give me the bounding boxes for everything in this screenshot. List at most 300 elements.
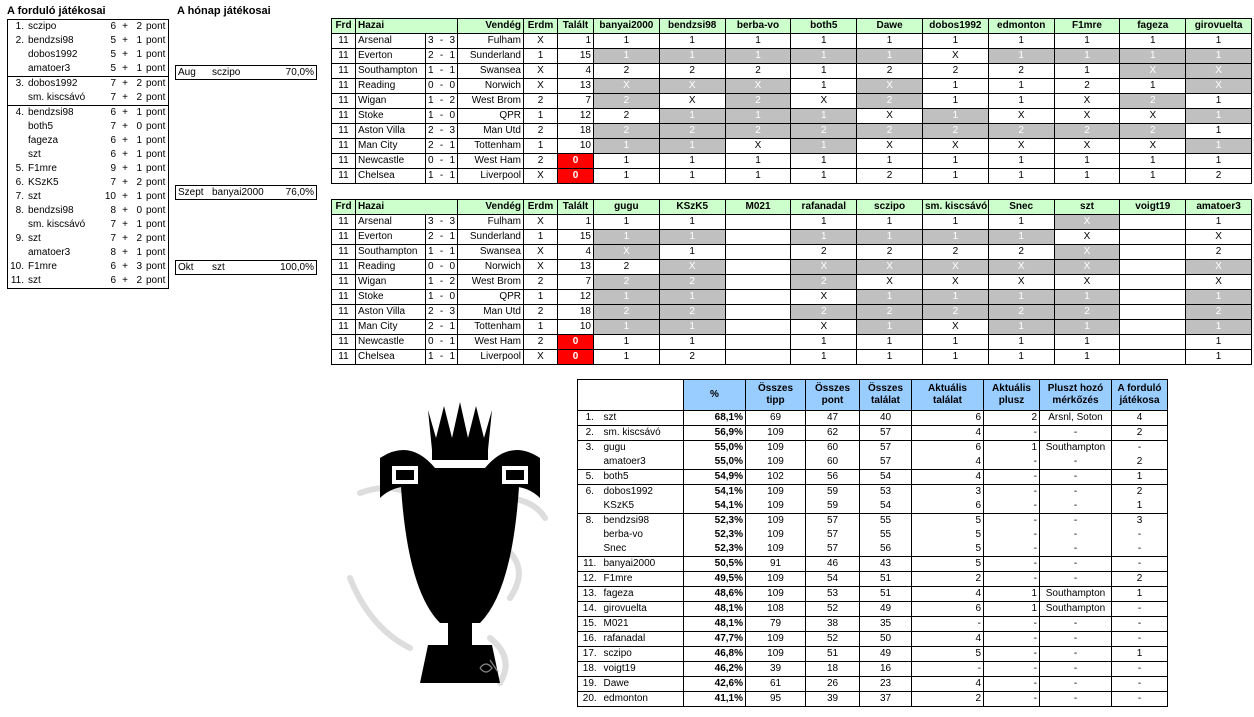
match-result: 1: [524, 230, 558, 245]
round-wins: 3: [1112, 514, 1168, 529]
points-unit: pont: [146, 233, 166, 244]
round-points: 6: [110, 135, 116, 146]
match-round: 11: [332, 335, 356, 350]
match-result: 1: [524, 49, 558, 64]
player-tip: [1120, 290, 1186, 305]
round-wins: 2: [1112, 572, 1168, 587]
month-player-pct: 100,0%: [280, 262, 314, 273]
total-points: 59: [806, 485, 860, 500]
match-round: 11: [332, 260, 356, 275]
standings-row: [578, 602, 1168, 617]
standing-name: both5: [602, 470, 684, 485]
match-row: [332, 124, 1252, 139]
home-team: Reading: [356, 260, 426, 275]
player-tip: 1: [1186, 109, 1252, 124]
score-dash: -: [438, 305, 446, 320]
player-tip: 2: [1120, 94, 1186, 109]
player-tip: [725, 260, 791, 275]
player-tip: X: [594, 79, 660, 94]
match-row: [332, 79, 1252, 94]
match-round: 11: [332, 34, 356, 49]
standing-rank: 15.: [578, 617, 602, 632]
round-wins: -: [1112, 677, 1168, 692]
plus-sign: +: [122, 121, 128, 132]
total-points: 60: [806, 455, 860, 470]
round-points: 6: [110, 275, 116, 286]
plus-sign: +: [122, 35, 128, 46]
standings-row: [578, 617, 1168, 632]
player-tip: 1: [922, 335, 988, 350]
total-points: 38: [806, 617, 860, 632]
current-bonus: -: [984, 572, 1040, 587]
standing-rank: 5.: [578, 470, 602, 485]
score-dash: -: [438, 124, 446, 139]
standing-name: voigt19: [602, 662, 684, 677]
player-tip: 2: [725, 64, 791, 79]
plus-sign: +: [122, 107, 128, 118]
match-round: 11: [332, 169, 356, 184]
home-score: 0: [426, 335, 438, 350]
grid-header-row: [332, 19, 1252, 34]
plus-sign: +: [122, 149, 128, 160]
standing-pct: 54,1%: [684, 499, 746, 514]
current-bonus: -: [984, 485, 1040, 500]
away-score: 1: [446, 335, 458, 350]
standings-header-row: [578, 380, 1168, 411]
away-team: West Ham: [458, 335, 524, 350]
standing-pct: 68,1%: [684, 411, 746, 426]
player-tip: 1: [1054, 34, 1120, 49]
total-hits: 51: [860, 572, 912, 587]
round-wins: -: [1112, 662, 1168, 677]
home-team: Southampton: [356, 64, 426, 79]
away-score: 1: [446, 64, 458, 79]
player-tip: X: [1186, 230, 1252, 245]
home-score: 0: [426, 260, 438, 275]
away-score: 0: [446, 260, 458, 275]
bonus-matches: -: [1040, 455, 1112, 470]
player-tip: X: [1054, 260, 1120, 275]
standings-row: [578, 572, 1168, 587]
player-tip: X: [988, 109, 1054, 124]
match-round: 11: [332, 245, 356, 260]
current-bonus: -: [984, 662, 1040, 677]
total-points: 39: [806, 692, 860, 707]
player-tip: 1: [594, 290, 660, 305]
current-hits: 6: [912, 602, 984, 617]
total-hits: 57: [860, 426, 912, 441]
col-away: Vendég: [458, 200, 524, 215]
home-team: Everton: [356, 49, 426, 64]
standings-row: [578, 499, 1168, 514]
player-tip: 1: [857, 290, 923, 305]
player-tip: X: [922, 320, 988, 335]
bonus-matches: -: [1040, 677, 1112, 692]
current-hits: -: [912, 617, 984, 632]
standing-rank: 14.: [578, 602, 602, 617]
standing-rank: 18.: [578, 662, 602, 677]
current-bonus: -: [984, 557, 1040, 572]
round-wins: -: [1112, 542, 1168, 557]
player-tip: X: [659, 94, 725, 109]
player-tip: 1: [659, 139, 725, 154]
current-bonus: -: [984, 632, 1040, 647]
home-score: 2: [426, 305, 438, 320]
current-bonus: -: [984, 647, 1040, 662]
standing-rank: 11.: [578, 557, 602, 572]
points-unit: pont: [146, 275, 166, 286]
round-points: 7: [110, 219, 116, 230]
player-tip: 1: [791, 335, 857, 350]
total-tips: 109: [746, 632, 806, 647]
match-round: 11: [332, 350, 356, 365]
standing-rank: [578, 499, 602, 514]
player-tip: 2: [1054, 124, 1120, 139]
away-score: 0: [446, 79, 458, 94]
player-column-header: Dawe: [857, 19, 923, 34]
away-team: QPR: [458, 109, 524, 124]
total-tips: 91: [746, 557, 806, 572]
round-points: 5: [110, 63, 116, 74]
player-tip: 1: [1186, 94, 1252, 109]
player-tip: 1: [988, 49, 1054, 64]
round-player-row: [8, 48, 169, 62]
total-hits: 55: [860, 528, 912, 542]
match-hit-count: 1: [558, 34, 594, 49]
col-hits: Talált: [558, 19, 594, 34]
round-bonus: 1: [136, 247, 142, 258]
player-tip: X: [1120, 139, 1186, 154]
round-player-name: bendzsi98: [28, 35, 74, 46]
match-row: [332, 305, 1252, 320]
player-column-header: fageza: [1120, 19, 1186, 34]
round-rank: [8, 246, 27, 260]
round-bonus: 1: [136, 163, 142, 174]
away-team: Sunderland: [458, 230, 524, 245]
standings-col-header: Aktuális találat: [912, 380, 984, 411]
match-hit-count: 0: [558, 154, 594, 169]
home-team: Newcastle: [356, 154, 426, 169]
current-bonus: 1: [984, 602, 1040, 617]
player-tip: X: [594, 245, 660, 260]
round-player-row: [8, 20, 169, 35]
player-tip: X: [857, 260, 923, 275]
player-column-header: dobos1992: [922, 19, 988, 34]
player-tip: 1: [1054, 49, 1120, 64]
home-team: Aston Villa: [356, 124, 426, 139]
round-player-name: fageza: [28, 135, 59, 146]
player-tip: 1: [791, 350, 857, 365]
round-wins: 1: [1112, 647, 1168, 662]
player-tip: 2: [857, 94, 923, 109]
plus-sign: +: [122, 135, 128, 146]
player-tip: 1: [659, 290, 725, 305]
total-points: 57: [806, 528, 860, 542]
standing-pct: 48,1%: [684, 617, 746, 632]
standing-name: M021: [602, 617, 684, 632]
score-dash: -: [438, 230, 446, 245]
player-tip: X: [659, 79, 725, 94]
away-team: Swansea: [458, 245, 524, 260]
player-column-header: amatoer3: [1186, 200, 1252, 215]
standings-row: [578, 587, 1168, 602]
player-tip: 1: [1120, 49, 1186, 64]
standing-rank: 16.: [578, 632, 602, 647]
away-score: 1: [446, 49, 458, 64]
player-tip: 1: [594, 335, 660, 350]
player-tip: 1: [922, 350, 988, 365]
away-team: Fulham: [458, 34, 524, 49]
player-tip: 2: [659, 64, 725, 79]
standings-row: [578, 470, 1168, 485]
player-tip: 2: [659, 275, 725, 290]
standing-rank: 13.: [578, 587, 602, 602]
match-hit-count: 15: [558, 49, 594, 64]
total-tips: 39: [746, 662, 806, 677]
match-result: 2: [524, 154, 558, 169]
bonus-matches: Arsnl, Soton: [1040, 411, 1112, 426]
player-tip: 2: [594, 275, 660, 290]
col-result: Erdm: [524, 19, 558, 34]
bonus-matches: Southampton: [1040, 441, 1112, 456]
standing-pct: 50,5%: [684, 557, 746, 572]
standing-pct: 52,3%: [684, 542, 746, 557]
month-player-name: banyai2000: [212, 187, 264, 198]
away-team: West Ham: [458, 154, 524, 169]
player-tip: 1: [791, 215, 857, 230]
player-tip: 1: [922, 94, 988, 109]
current-bonus: 1: [984, 441, 1040, 456]
total-points: 46: [806, 557, 860, 572]
standing-pct: 48,6%: [684, 587, 746, 602]
current-hits: 4: [912, 455, 984, 470]
player-tip: 1: [857, 230, 923, 245]
month-player-box: [175, 65, 317, 80]
player-tip: [725, 320, 791, 335]
player-tip: 1: [725, 49, 791, 64]
total-hits: 54: [860, 470, 912, 485]
player-tip: X: [922, 260, 988, 275]
away-team: Norwich: [458, 260, 524, 275]
player-tip: 2: [1186, 169, 1252, 184]
round-player-name: F1mre: [28, 163, 57, 174]
player-tip: [1120, 230, 1186, 245]
player-tip: 2: [988, 245, 1054, 260]
player-tip: 1: [659, 245, 725, 260]
player-tip: 1: [1186, 154, 1252, 169]
month-player-box: [175, 260, 317, 275]
player-tip: 1: [659, 230, 725, 245]
score-dash: -: [438, 335, 446, 350]
player-tip: X: [791, 260, 857, 275]
player-tip: 1: [988, 79, 1054, 94]
standing-name: girovuelta: [602, 602, 684, 617]
round-wins: 1: [1112, 470, 1168, 485]
player-tip: 1: [922, 109, 988, 124]
player-tip: 2: [922, 245, 988, 260]
player-tip: 1: [791, 169, 857, 184]
total-tips: 109: [746, 499, 806, 514]
round-player-row: [8, 274, 169, 289]
player-tip: 1: [857, 49, 923, 64]
blank-header: [602, 380, 684, 411]
standing-name: edmonton: [602, 692, 684, 707]
player-tip: X: [857, 275, 923, 290]
current-hits: 4: [912, 426, 984, 441]
round-rank: 11.: [10, 275, 24, 286]
match-row: [332, 109, 1252, 124]
player-tip: X: [1054, 109, 1120, 124]
round-rank: [8, 91, 27, 106]
player-tip: 2: [791, 275, 857, 290]
month-label: Aug: [178, 67, 196, 78]
round-rank: 6.: [15, 177, 24, 188]
total-points: 57: [806, 514, 860, 529]
player-tip: 2: [988, 124, 1054, 139]
player-tip: X: [857, 139, 923, 154]
standing-name: banyai2000: [602, 557, 684, 572]
home-team: Man City: [356, 320, 426, 335]
player-tip: [1120, 305, 1186, 320]
match-hit-count: 0: [558, 335, 594, 350]
total-tips: 109: [746, 528, 806, 542]
total-tips: 102: [746, 470, 806, 485]
match-hit-count: 7: [558, 94, 594, 109]
player-tip: 1: [1054, 320, 1120, 335]
player-tip: 1: [857, 350, 923, 365]
away-team: Liverpool: [458, 350, 524, 365]
match-round: 11: [332, 109, 356, 124]
standings-col-header: %: [684, 380, 746, 411]
points-unit: pont: [146, 149, 166, 160]
standings-col-header: Összes találat: [860, 380, 912, 411]
plus-sign: +: [122, 163, 128, 174]
current-hits: 5: [912, 528, 984, 542]
trophy-icon: [340, 398, 560, 698]
player-tip: 1: [594, 49, 660, 64]
standing-pct: 48,1%: [684, 602, 746, 617]
current-hits: -: [912, 662, 984, 677]
player-tip: 1: [988, 230, 1054, 245]
player-tip: 1: [1120, 79, 1186, 94]
away-team: Tottenham: [458, 139, 524, 154]
match-row: [332, 169, 1252, 184]
round-bonus: 2: [136, 275, 142, 286]
match-round: 11: [332, 79, 356, 94]
total-tips: 109: [746, 587, 806, 602]
away-score: 1: [446, 350, 458, 365]
round-player-row: [8, 176, 169, 190]
score-dash: -: [438, 350, 446, 365]
total-points: 47: [806, 411, 860, 426]
round-bonus: 1: [136, 63, 142, 74]
match-round: 11: [332, 305, 356, 320]
current-hits: 6: [912, 411, 984, 426]
match-round: 11: [332, 230, 356, 245]
current-bonus: -: [984, 542, 1040, 557]
match-hit-count: 13: [558, 79, 594, 94]
home-team: Arsenal: [356, 215, 426, 230]
standing-rank: 20.: [578, 692, 602, 707]
plus-sign: +: [122, 219, 128, 230]
bonus-matches: -: [1040, 426, 1112, 441]
player-tip: 1: [988, 320, 1054, 335]
standing-pct: 47,7%: [684, 632, 746, 647]
player-tip: 1: [659, 154, 725, 169]
round-player-row: [8, 120, 169, 134]
player-tip: X: [1054, 245, 1120, 260]
player-tip: 1: [922, 34, 988, 49]
standings-col-header: Pluszt hozó mérkőzés: [1040, 380, 1112, 411]
total-points: 51: [806, 647, 860, 662]
player-tip: 2: [594, 94, 660, 109]
player-tip: 2: [594, 260, 660, 275]
player-tip: 1: [1186, 350, 1252, 365]
player-tip: X: [1186, 64, 1252, 79]
total-points: 26: [806, 677, 860, 692]
round-bonus: 2: [136, 92, 142, 103]
player-tip: 2: [1054, 79, 1120, 94]
player-column-header: bendzsi98: [659, 19, 725, 34]
away-score: 3: [446, 124, 458, 139]
bonus-matches: -: [1040, 632, 1112, 647]
plus-sign: +: [122, 63, 128, 74]
player-tip: 1: [857, 320, 923, 335]
player-tip: [725, 215, 791, 230]
standings-row: [578, 426, 1168, 441]
points-unit: pont: [146, 121, 166, 132]
match-row: [332, 320, 1252, 335]
player-tip: [1120, 260, 1186, 275]
player-tip: 1: [594, 154, 660, 169]
player-tip: 2: [857, 124, 923, 139]
round-rank: 3.: [15, 78, 24, 89]
standing-pct: 55,0%: [684, 455, 746, 470]
standing-rank: 19.: [578, 677, 602, 692]
player-tip: 1: [1120, 169, 1186, 184]
round-wins: -: [1112, 617, 1168, 632]
player-tip: 2: [922, 124, 988, 139]
standing-name: Dawe: [602, 677, 684, 692]
standings-row: [578, 647, 1168, 662]
home-score: 2: [426, 49, 438, 64]
player-tip: 2: [857, 64, 923, 79]
match-hit-count: 18: [558, 124, 594, 139]
player-tip: X: [922, 275, 988, 290]
current-bonus: -: [984, 514, 1040, 529]
standing-name: dobos1992: [602, 485, 684, 500]
away-score: 3: [446, 305, 458, 320]
player-tip: 1: [988, 94, 1054, 109]
current-hits: 5: [912, 514, 984, 529]
standings-row: [578, 514, 1168, 529]
current-hits: 4: [912, 677, 984, 692]
player-tip: 1: [922, 215, 988, 230]
round-bonus: 1: [136, 191, 142, 202]
round-player-name: sczipo: [28, 21, 57, 32]
home-score: 1: [426, 169, 438, 184]
round-points: 7: [110, 233, 116, 244]
match-hit-count: 10: [558, 139, 594, 154]
standing-rank: 2.: [578, 426, 602, 441]
points-unit: pont: [146, 135, 166, 146]
plus-sign: +: [122, 275, 128, 286]
player-tip: 1: [988, 290, 1054, 305]
round-rank: 1.: [15, 21, 24, 32]
standing-pct: 46,8%: [684, 647, 746, 662]
grid-header-row: [332, 200, 1252, 215]
round-player-row: [8, 148, 169, 162]
